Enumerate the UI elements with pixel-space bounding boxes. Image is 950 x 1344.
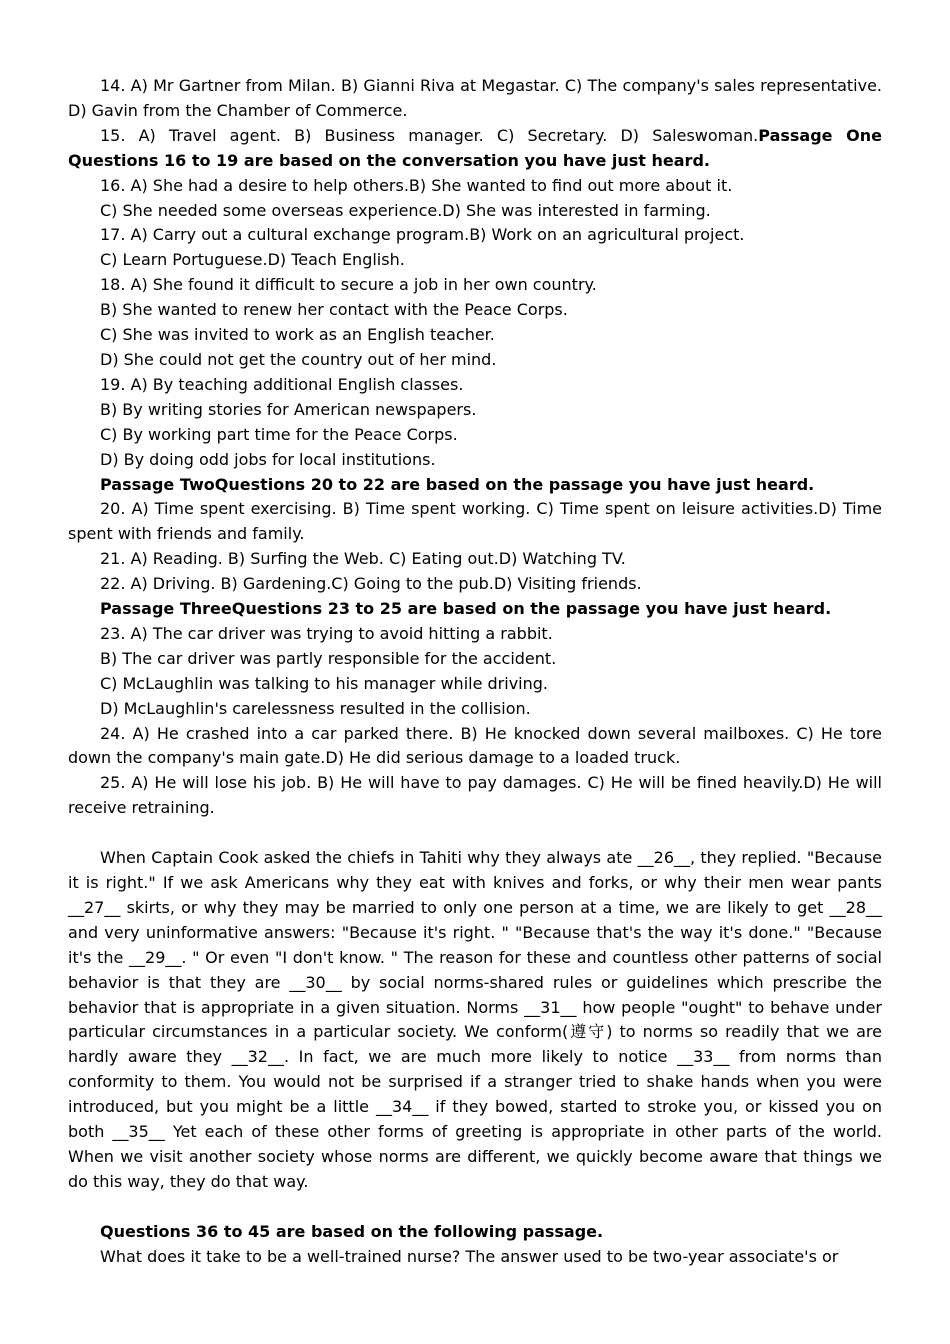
question-20: 20. A) Time spent exercising. B) Time spent working. C) Time spent on leisure activities.D) Time spent with friends and family. xyxy=(68,499,882,544)
question-16-line-2: C) She needed some overseas experience.D) She was interested in farming. xyxy=(100,200,711,220)
question-23-option-b: B) The car driver was partly responsible for the accident. xyxy=(100,648,557,668)
question-17-line-2: C) Learn Portuguese.D) Teach English. xyxy=(100,250,405,270)
passage-one-heading: Passage One Questions 16 to 19 are based on the conversation you have just heard. xyxy=(68,125,883,170)
question-25: 25. A) He will lose his job. B) He will have to pay damages. C) He will be fined heavily.D) He will receive retraining. xyxy=(68,773,882,818)
cloze-passage: When Captain Cook asked the chiefs in Tahiti why they always ate __26__, they replied. "Because it is right." If we ask Americans why they eat with knives and forks, or why their men wear pants __27__ skirts, or why they may be married to only one person at a time, we are likely to get __28__ and very uninformative answers: "Because it's right. " "Because that's the way it's done." "Because it's the __29__. " Or even "I don't know. " The reason for these and countless other patterns of social behavior is that they are __30__ by social norms-shared rules or guidelines which prescribe the behavior that is appropriate in a given situation. Norms __31__ how people "ought" to behave under particular circumstances in a particular society. We conform(遵守) to norms so readily that we are hardly aware they __32__. In fact, we are much more likely to notice __33__ from norms than conformity to them. You would not be surprised if a stranger tried to shake hands when you were introduced, but you might be a little __34__ if they bowed, started to stroke you, or kissed you on both __35__ Yet each of these other forms of greeting is appropriate in other parts of the world. When we visit another society whose norms are different, we quickly become aware that things we do this way, they do that way. xyxy=(68,848,882,1191)
question-19-option-d: D) By doing odd jobs for local institutions. xyxy=(100,449,436,469)
question-15 xyxy=(68,124,882,174)
question-18-option-a: 18. A) She found it difficult to secure a job in her own country. xyxy=(100,275,597,295)
question-19-option-a: 19. A) By teaching additional English classes. xyxy=(100,374,464,394)
question-19-option-c: C) By working part time for the Peace Corps. xyxy=(100,424,458,444)
question-22: 22. A) Driving. B) Gardening.C) Going to the pub.D) Visiting friends. xyxy=(100,574,642,594)
passage-two-heading: Passage TwoQuestions 20 to 22 are based on the passage you have just heard. xyxy=(100,474,815,494)
question-17-line-1: 17. A) Carry out a cultural exchange program.B) Work on an agricultural project. xyxy=(100,225,745,245)
question-23-option-a: 23. A) The car driver was trying to avoid hitting a rabbit. xyxy=(100,623,553,643)
question-23-option-c: C) McLaughlin was talking to his manager while driving. xyxy=(100,673,548,693)
document-page xyxy=(68,74,882,1269)
question-18-option-c: C) She was invited to work as an English teacher. xyxy=(100,325,495,345)
section-36-heading: Questions 36 to 45 are based on the following passage. xyxy=(100,1221,604,1241)
question-23-option-d: D) McLaughlin's carelessness resulted in the collision. xyxy=(100,698,531,718)
passage-three-heading: Passage ThreeQuestions 23 to 25 are based on the passage you have just heard. xyxy=(100,599,832,619)
spacer xyxy=(68,821,882,846)
question-16-line-1: 16. A) She had a desire to help others.B) She wanted to find out more about it. xyxy=(100,175,733,195)
question-18-option-d: D) She could not get the country out of her mind. xyxy=(100,349,497,369)
question-18-option-b: B) She wanted to renew her contact with the Peace Corps. xyxy=(100,300,568,320)
question-21: 21. A) Reading. B) Surfing the Web. C) Eating out.D) Watching TV. xyxy=(100,549,626,569)
spacer xyxy=(68,1195,882,1220)
question-19-option-b: B) By writing stories for American newspapers. xyxy=(100,399,477,419)
question-24: 24. A) He crashed into a car parked there. B) He knocked down several mailboxes. C) He tore down the company's main gate.D) He did serious damage to a loaded truck. xyxy=(68,723,882,768)
question-14: 14. A) Mr Gartner from Milan. B) Gianni Riva at Megastar. C) The company's sales representative. D) Gavin from the Chamber of Commerce. xyxy=(68,76,882,120)
question-15-options: 15. A) Travel agent. B) Business manager. C) Secretary. D) Saleswoman. xyxy=(100,125,759,145)
reading-passage-start: What does it take to be a well-trained nurse? The answer used to be two-year associate's or xyxy=(100,1246,839,1266)
